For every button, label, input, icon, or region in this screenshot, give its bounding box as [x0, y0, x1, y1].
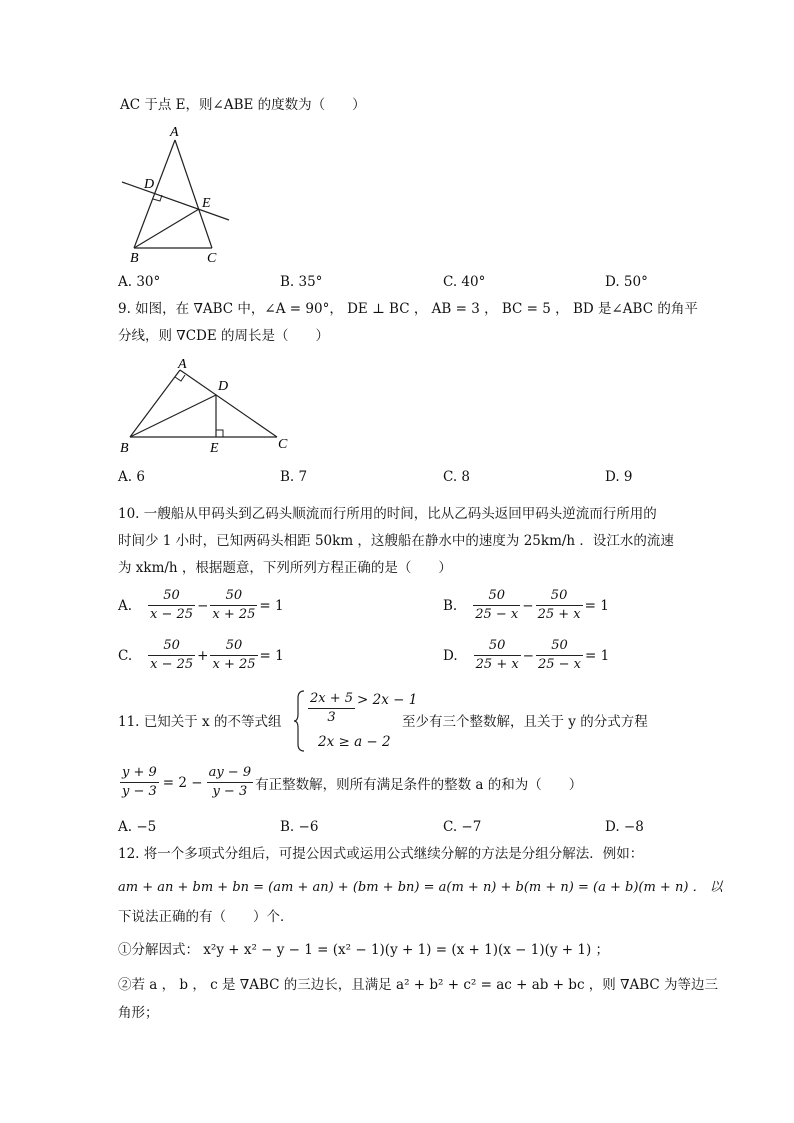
q8-stem-tail: AC 于点 E，则∠ABE 的度数为（ ）: [120, 97, 366, 113]
fraction: $\frac{2x + 5}{3}$: [310, 691, 354, 725]
q8-option-b: B. 35°: [280, 274, 323, 290]
q9-option-b: B. 7: [280, 469, 308, 485]
q10-stem-line3: 为 xkm/h ，根据题意，下列所列方程正确的是（ ）: [118, 560, 452, 576]
q10-stem-line2: 时间少 1 小时，已知两码头相距 50km ，这艘船在静水中的速度为 25km/h ．设江水的流速: [118, 533, 674, 549]
q12-stem-line3: 下说法正确的有（ ）个．: [118, 909, 294, 925]
q10-stem-line1: 10. 一艘船从甲码头到乙码头顺流而行所用的时间，比从乙码头返回甲码头逆流而行所用的: [118, 506, 657, 522]
fraction: $\frac{ay - 9}{y - 3}$: [208, 765, 252, 799]
fraction: $\frac{50}{x - 25}$: [150, 588, 194, 622]
q11-option-a: A. −5: [118, 819, 157, 835]
q8-label-B: B: [130, 251, 139, 264]
q12-statement-2-cont: 角形；: [118, 1005, 159, 1021]
q10-option-c: C. $\frac{50}{x - 25}$ + $\frac{50}{x + 25}$ = 1: [118, 638, 284, 672]
q9-option-d: D. 9: [605, 469, 633, 485]
q11-option-d: D. −8: [605, 819, 644, 835]
q12-statement-1: ①分解因式： x²y + x² − y − 1 = (x² − 1)(y + 1) = (x + 1)(x − 1)(y + 1) ；: [118, 942, 610, 958]
q10-option-d: D. $\frac{50}{25 + x}$ − $\frac{50}{25 - x}$ = 1: [443, 638, 610, 672]
q8-label-D: D: [144, 177, 155, 192]
q9-label-D: D: [218, 379, 229, 394]
q9-option-c: C. 8: [443, 469, 471, 485]
q9-label-A: A: [178, 357, 187, 372]
q11-stem-prefix: 11. 已知关于 x 的不等式组: [118, 714, 282, 730]
fraction: $\frac{50}{25 - x}$: [475, 588, 519, 622]
q11-fraction-equation: $\frac{y + 9}{y - 3}$ = 2 − $\frac{ay - 9}{y - 3}$ 有正整数解，则所有满足条件的整数 a 的和为（ ）: [122, 765, 583, 799]
q9-label-B: B: [120, 441, 129, 456]
q10-option-a: A. $\frac{50}{x - 25}$ − $\frac{50}{x + 25}$ = 1: [118, 588, 284, 622]
q11-system-brace: [294, 690, 306, 752]
q9-figure-triangle: [112, 352, 302, 460]
q12-example-equation: am + an + bm + bn = (am + an) + (bm + bn) = a(m + n) + b(m + n) = (a + b)(m + n) ． 以: [118, 880, 723, 895]
q9-label-C: C: [278, 437, 288, 452]
q8-figure-triangle: [112, 122, 242, 264]
fraction: $\frac{50}{x + 25}$: [212, 638, 256, 672]
fraction: $\frac{50}{x + 25}$: [212, 588, 256, 622]
q11-stem-suffix: 至少有三个整数解，且关于 y 的分式方程: [402, 714, 648, 730]
q12-stem-line1: 12. 将一个多项式分组后，可提公因式或运用公式继续分解的方法是分组分解法．例如：: [118, 846, 644, 862]
q9-stem-line2: 分线，则 ∇CDE 的周长是（ ）: [118, 328, 330, 344]
q9-stem-line1: 9. 如图，在 ∇ABC 中，∠A = 90°， DE ⊥ BC ， AB = 3 ， BC = 5 ， BD 是∠ABC 的角平: [118, 301, 698, 317]
q8-option-c: C. 40°: [443, 274, 486, 290]
q8-option-d: D. 50°: [605, 274, 648, 290]
q11-option-c: C. −7: [443, 819, 482, 835]
q12-statement-2: ②若 a ， b ， c 是 ∇ABC 的三边长，且满足 a² + b² + c² = ac + ab + bc ，则 ∇ABC 为等边三: [118, 977, 719, 993]
fraction: $\frac{y + 9}{y - 3}$: [122, 765, 157, 799]
q11-system-row2: 2x ≥ a − 2: [318, 734, 391, 750]
fraction: $\frac{50}{25 + x}$: [537, 588, 581, 622]
q9-option-a: A. 6: [118, 469, 145, 485]
q8-label-E: E: [202, 196, 211, 211]
fraction: $\frac{50}{x - 25}$: [150, 638, 194, 672]
fraction: $\frac{50}{25 - x}$: [537, 638, 582, 672]
q8-option-a: A. 30°: [118, 274, 161, 290]
q11-option-b: B. −6: [280, 819, 319, 835]
fraction: $\frac{50}{25 + x}$: [475, 638, 519, 672]
q10-option-b: B. $\frac{50}{25 - x}$ − $\frac{50}{25 + x}$ = 1: [443, 588, 609, 622]
q8-label-A: A: [170, 125, 179, 140]
q11-system-row1: $\frac{2x + 5}{3}$ > 2x − 1: [310, 691, 418, 725]
q8-label-C: C: [207, 251, 217, 264]
q9-label-E: E: [210, 441, 219, 456]
